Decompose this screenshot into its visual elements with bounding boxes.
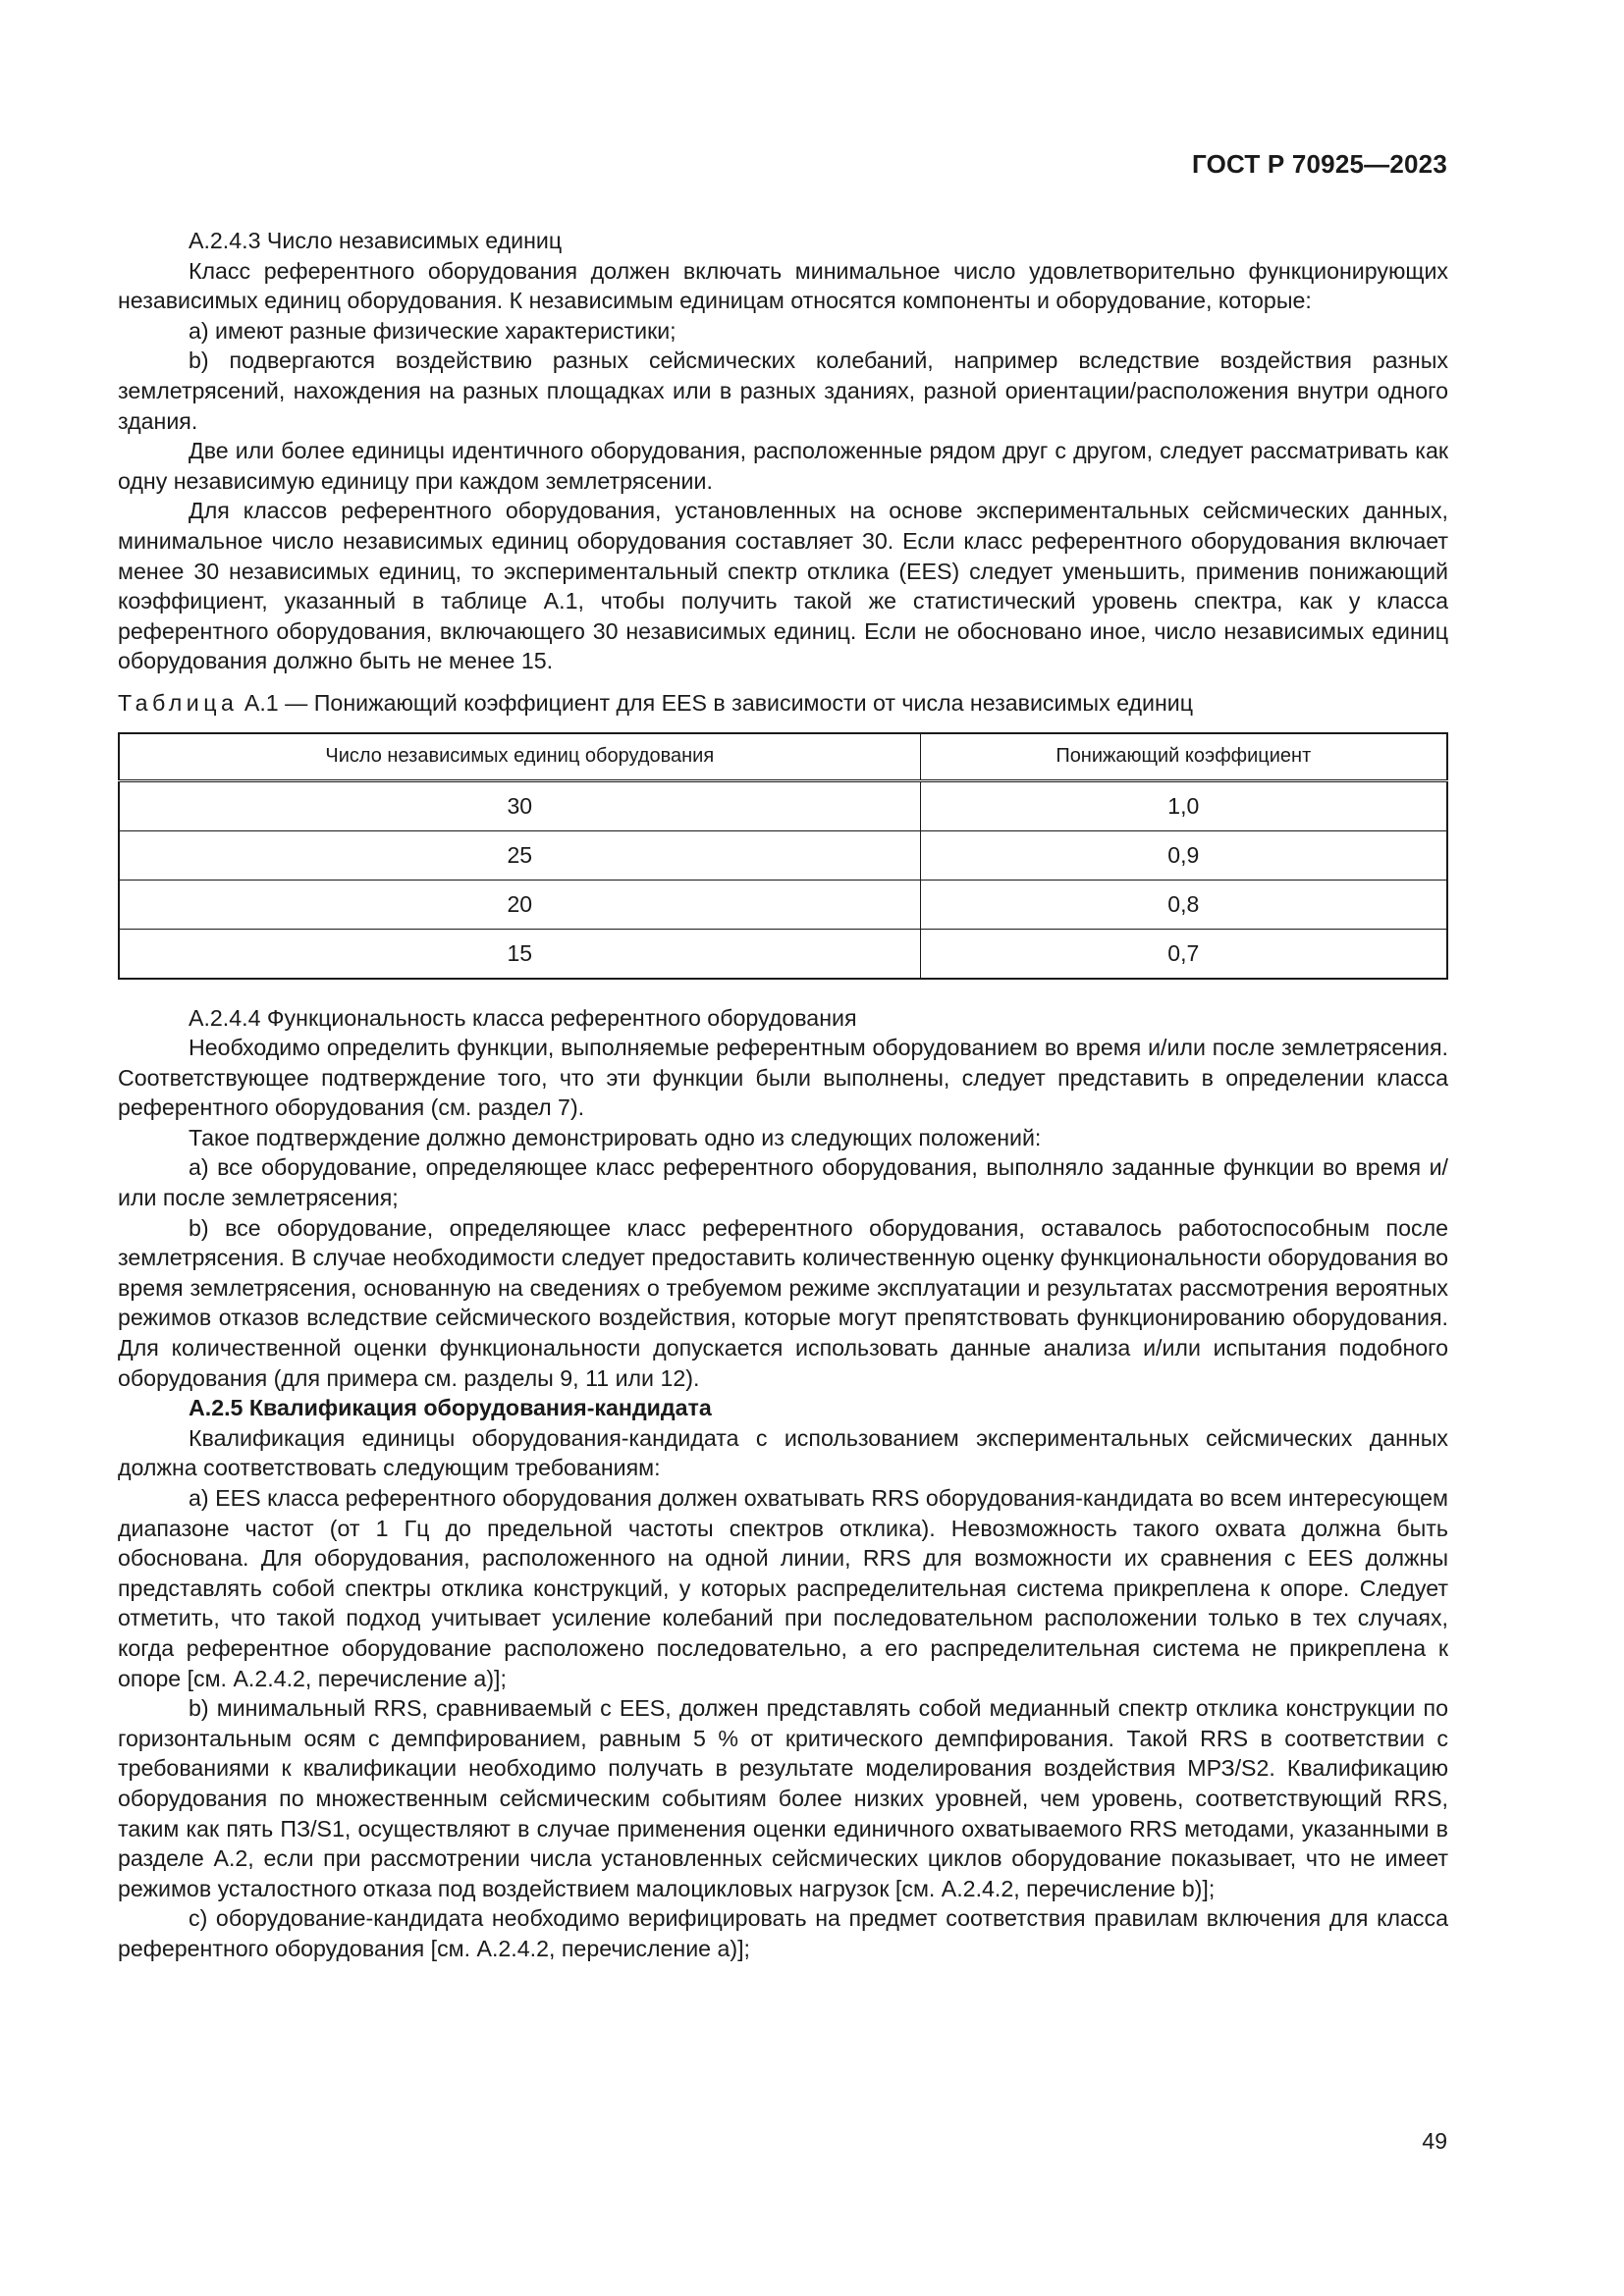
list-item: a) имеют разные физические характеристики; <box>189 317 677 344</box>
list-item: b) все оборудование, определяющее класс референтного оборудования, оставалось работоспособным после землетрясения. В случае необходимости следует предоставить количественную оценку функциональности оборудования во время землетрясения, основанную на сведениях о требуемом режиме эксплуатации и результатах рассмотрения вероятных режимов отказов вследствие сейсмического воздействия, которые могут препятствовать функционированию оборудования. Для количественной оценки функциональности допускается использовать данные анализа и/или испытания подобного оборудования (для примера см. разделы 9, 11 или 12). <box>118 1214 1448 1391</box>
table-cell: 20 <box>119 880 920 929</box>
document-standard-id: ГОСТ Р 70925—2023 <box>1192 149 1447 179</box>
subsection-heading: А.2.4.4 Функциональность класса референтного оборудования <box>189 1004 857 1031</box>
column-header-factor: Понижающий коэффициент <box>920 733 1447 781</box>
reduction-factor-table <box>118 732 1448 980</box>
table-row <box>119 929 1447 979</box>
subsection-heading: А.2.4.3 Число независимых единиц <box>189 228 563 253</box>
column-header-units: Число независимых единиц оборудования <box>119 733 920 781</box>
list-item: c) оборудование-кандидата необходимо верифицировать на предмет соответствия правилам включения для класса референтного оборудования [см. А.2.4.2, перечисление а)]; <box>118 1905 1448 1961</box>
table-cell: 15 <box>119 929 920 979</box>
table-caption-label: Таблица <box>118 689 239 716</box>
page-number: 49 <box>1422 2128 1447 2154</box>
list-item: b) минимальный RRS, сравниваемый с EES, должен представлять собой медианный спектр отклика конструкции по горизонтальным осям с демпфированием, равным 5 % от критического демпфирования. Такой RRS в соответствии с требованиями к квалификации необходимо получать в результате моделирования воздействия МРЗ/S2. Квалификацию оборудования по множественным сейсмическим событиям более низких уровней, чем уровень, соответствующий RRS, таким как пять ПЗ/S1, осуществляют в случае применения оценки единичного охватываемого RRS методами, указанными в разделе А.2, если при рассмотрении числа установленных сейсмических циклов оборудование показывает, что не имеет режимов усталостного отказа под воздействием малоцикловых нагрузок [см. А.2.4.2, перечисление b)]; <box>118 1695 1448 1901</box>
paragraph: Две или более единицы идентичного оборудования, расположенные рядом друг с другом, следует рассматривать как одну независимую единицу при каждом землетрясении. <box>118 438 1448 494</box>
table-row <box>119 880 1447 929</box>
section-heading: А.2.5 Квалификация оборудования-кандидата <box>189 1395 712 1421</box>
table-caption-text: А.1 — Понижающий коэффициент для EES в зависимости от числа независимых единиц <box>244 689 1194 716</box>
paragraph: Класс референтного оборудования должен включать минимальное число удовлетворительно функционирующих независимых единиц оборудования. К независимым единицам относятся компоненты и оборудование, которые: <box>118 257 1448 314</box>
table-cell: 30 <box>119 780 920 830</box>
list-item: a) все оборудование, определяющее класс референтного оборудования, выполняло заданные функции во время и/или после землетрясения; <box>118 1154 1448 1211</box>
table-row <box>119 830 1447 880</box>
table-cell: 0,8 <box>920 880 1447 929</box>
document-body <box>118 226 1448 1964</box>
paragraph: Такое подтверждение должно демонстрировать одно из следующих положений: <box>189 1124 1042 1150</box>
table-cell: 1,0 <box>920 780 1447 830</box>
paragraph: Необходимо определить функции, выполняемые референтным оборудованием во время и/или после землетрясения. Соответствующее подтверждение того, что эти функции были выполнены, следует представить в определении класса референтного оборудования (см. раздел 7). <box>118 1035 1448 1121</box>
table-caption <box>118 688 1448 719</box>
paragraph: Для классов референтного оборудования, установленных на основе экспериментальных сейсмических данных, минимальное число независимых единиц оборудования составляет 30. Если класс референтного оборудования включает менее 30 независимых единиц, то экспериментальный спектр отклика (EES) следует уменьшить, применив понижающий коэффициент, указанный в таблице А.1, чтобы получить такой же статистический уровень спектра, как у класса референтного оборудования, включающего 30 независимых единиц. Если не обосновано иное, число независимых единиц оборудования должно быть не менее 15. <box>118 498 1448 674</box>
table-cell: 25 <box>119 830 920 880</box>
list-item: a) EES класса референтного оборудования должен охватывать RRS оборудования-кандидата во всем интересующем диапазоне частот (от 1 Гц до предельной частоты спектров отклика). Невозможность такого охвата должна быть обоснована. Для оборудования, расположенного на одной линии, RRS для возможности их сравнения с EES должны представлять собой спектры отклика конструкций, у которых распределительная система прикреплена к опоре. Следует отметить, что такой подход учитывает усиление колебаний при последовательном расположении только в тех случаях, когда референтное оборудование расположено последовательно, а его распределительная система не прикреплена к опоре [см. А.2.4.2, перечисление а)]; <box>118 1485 1448 1691</box>
table-header-row <box>119 733 1447 781</box>
table-row <box>119 780 1447 830</box>
table-cell: 0,7 <box>920 929 1447 979</box>
table-cell: 0,9 <box>920 830 1447 880</box>
list-item: b) подвергаются воздействию разных сейсмических колебаний, например вследствие воздействия разных землетрясений, нахождения на разных площадках или в разных зданиях, разной ориентации/расположения внутри одного здания. <box>118 347 1448 434</box>
paragraph: Квалификация единицы оборудования-кандидата с использованием экспериментальных сейсмических данных должна соответствовать следующим требованиям: <box>118 1424 1448 1481</box>
